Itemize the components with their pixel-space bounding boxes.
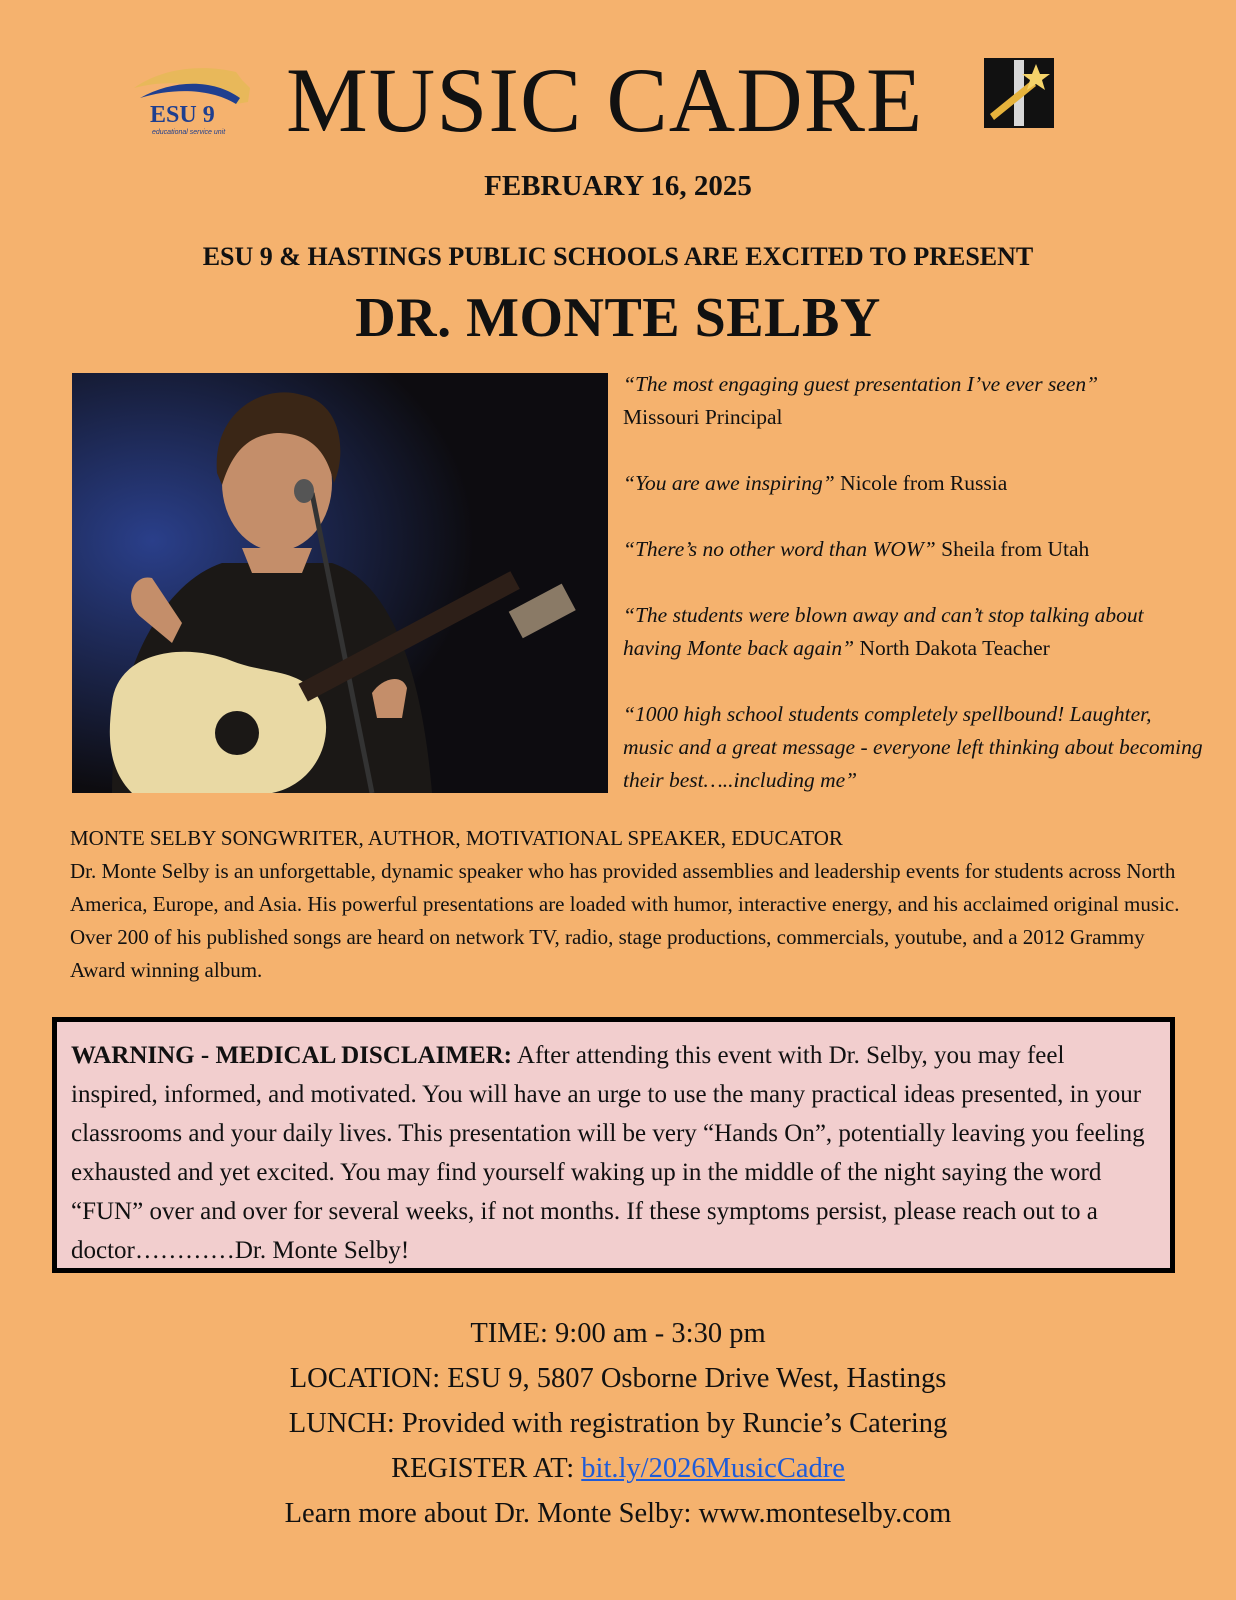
testimonial-quote: “You are awe inspiring”: [623, 471, 835, 495]
speaker-bio: [70, 822, 1180, 987]
testimonial-source: Missouri Principal: [623, 405, 783, 429]
testimonial-item: [623, 368, 1203, 434]
testimonial-quote: “The students were blown away and can’t stop talking about having Monte back again”: [623, 603, 1144, 660]
esu-logo-subtext: educational service unit: [152, 129, 226, 136]
testimonial-item: [623, 698, 1203, 797]
esu-logo-text: ESU 9: [150, 102, 215, 128]
page-title: MUSIC CADRE: [286, 49, 924, 151]
event-details: [0, 1311, 1236, 1536]
bio-text: Dr. Monte Selby is an unforgettable, dynamic speaker who has provided assemblies and leadership events for students across North America, Europe, and Asia. His powerful presentations are loaded with humor, interactive energy, and his acclaimed original music. Over 200 of his published songs are heard on network TV, radio, stage productions, commercials, youtube, and a 2012 Grammy Award winning album.: [70, 859, 1180, 982]
presenter-line: ESU 9 & HASTINGS PUBLIC SCHOOLS ARE EXCITED TO PRESENT: [202, 242, 1034, 271]
event-lunch: LUNCH: Provided with registration by Runcie’s Catering: [288, 1408, 948, 1439]
esu-logo: [132, 58, 254, 136]
testimonial-quote: “The most engaging guest presentation I’ve ever seen”: [623, 372, 1099, 396]
testimonial-source: Sheila from Utah: [941, 537, 1090, 561]
medical-disclaimer-box: [52, 1017, 1175, 1273]
testimonials: [623, 368, 1203, 830]
bio-heading: MONTE SELBY SONGWRITER, AUTHOR, MOTIVATIONAL SPEAKER, EDUCATOR: [70, 826, 843, 850]
header: [0, 50, 1236, 150]
testimonial-item: [623, 467, 1203, 500]
testimonial-source: North Dakota Teacher: [859, 636, 1050, 660]
event-location: LOCATION: ESU 9, 5807 Osborne Drive West, Hastings: [289, 1363, 947, 1394]
speaker-name: DR. MONTE SELBY: [355, 287, 881, 349]
warning-label: WARNING - MEDICAL DISCLAIMER:: [71, 1042, 513, 1069]
event-date: FEBRUARY 16, 2025: [484, 170, 752, 202]
testimonial-source: Nicole from Russia: [840, 471, 1008, 495]
learn-more: Learn more about Dr. Monte Selby: www.monteselby.com: [284, 1498, 952, 1529]
testimonial-item: [623, 599, 1203, 665]
hastings-star-logo: [984, 58, 1054, 128]
speaker-illustration: [72, 373, 608, 793]
event-time: TIME: 9:00 am - 3:30 pm: [470, 1318, 766, 1349]
testimonial-item: [623, 533, 1203, 566]
testimonial-quote: “There’s no other word than WOW”: [623, 537, 936, 561]
register-link[interactable]: bit.ly/2026MusicCadre: [581, 1453, 845, 1484]
speaker-photo: [72, 373, 608, 793]
warning-text: After attending this event with Dr. Selby, you may feel inspired, informed, and motivated. You will have an urge to use the many practical ideas presented, in your classrooms and your daily lives. This presentation will be very “Hands On”, potentially leaving you feeling exhausted and yet excited. You may find yourself waking up in the middle of the night saying the word “FUN” over and over for several weeks, if not months. If these symptoms persist, please reach out to a doctor…………Dr. Monte Selby!: [71, 1042, 1145, 1264]
register-line: [0, 1446, 1236, 1491]
register-label: REGISTER AT:: [391, 1453, 582, 1484]
testimonial-quote: “1000 high school students completely spellbound! Laughter, music and a great message - everyone left thinking about becoming their best…..including me”: [623, 702, 1203, 792]
